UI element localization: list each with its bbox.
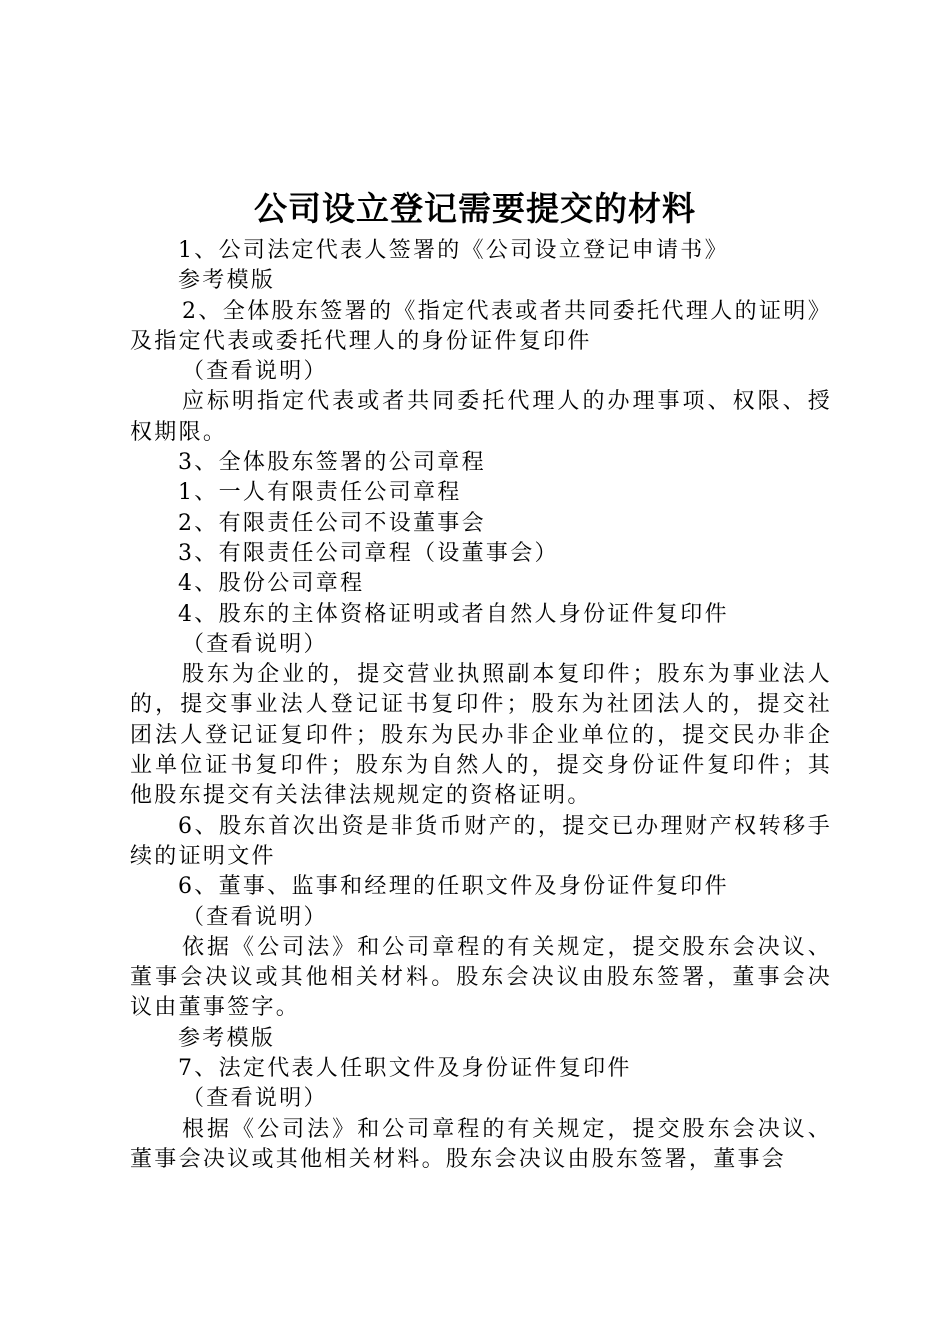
paragraph: 2、全体股东签署的《指定代表或者共同委托代理人的证明》及指定代表或委托代理人的身份证件复印件 [130, 298, 832, 354]
paragraph: 参考模版 [178, 1025, 276, 1051]
paragraph: 3、全体股东签署的公司章程 [178, 450, 486, 476]
document-title: 公司设立登记需要提交的材料 [254, 189, 696, 228]
paragraph: 6、股东首次出资是非货币财产的，提交已办理财产权转移手续的证明文件 [130, 813, 832, 869]
paragraph: （查看说明） [182, 359, 328, 385]
paragraph: （查看说明） [182, 904, 328, 930]
paragraph: 1、一人有限责任公司章程 [178, 480, 462, 506]
paragraph: 4、股东的主体资格证明或者自然人身份证件复印件 [178, 601, 729, 627]
paragraph: 应标明指定代表或者共同委托代理人的办理事项、权限、授权期限。 [130, 389, 832, 445]
document-body [130, 236, 832, 1175]
paragraph: 根据《公司法》和公司章程的有关规定，提交股东会决议、董事会决议或其他相关材料。股东会决议由股东签署，董事会 [130, 1116, 832, 1172]
paragraph: 3、有限责任公司章程（设董事会） [178, 540, 559, 566]
paragraph: （查看说明） [182, 1086, 328, 1112]
paragraph: 4、股份公司章程 [178, 571, 365, 597]
paragraph: （查看说明） [182, 631, 328, 657]
paragraph: 7、法定代表人任职文件及身份证件复印件 [178, 1056, 632, 1082]
paragraph: 股东为企业的，提交营业执照副本复印件；股东为事业法人的，提交事业法人登记证书复印件；股东为社团法人的，提交社团法人登记证复印件；股东为民办非企业单位的，提交民办非企业单位证书复印件；股东为自然人的，提交身份证件复印件；其他股东提交有关法律法规规定的资格证明。 [130, 662, 832, 809]
paragraph: 1、公司法定代表人签署的《公司设立登记申请书》 [178, 238, 729, 263]
paragraph: 依据《公司法》和公司章程的有关规定，提交股东会决议、董事会决议或其他相关材料。股东会决议由股东签署，董事会决议由董事签字。 [130, 934, 832, 1021]
paragraph: 6、董事、监事和经理的任职文件及身份证件复印件 [178, 874, 729, 900]
paragraph: 参考模版 [178, 268, 276, 294]
paragraph: 2、有限责任公司不设董事会 [178, 510, 486, 536]
